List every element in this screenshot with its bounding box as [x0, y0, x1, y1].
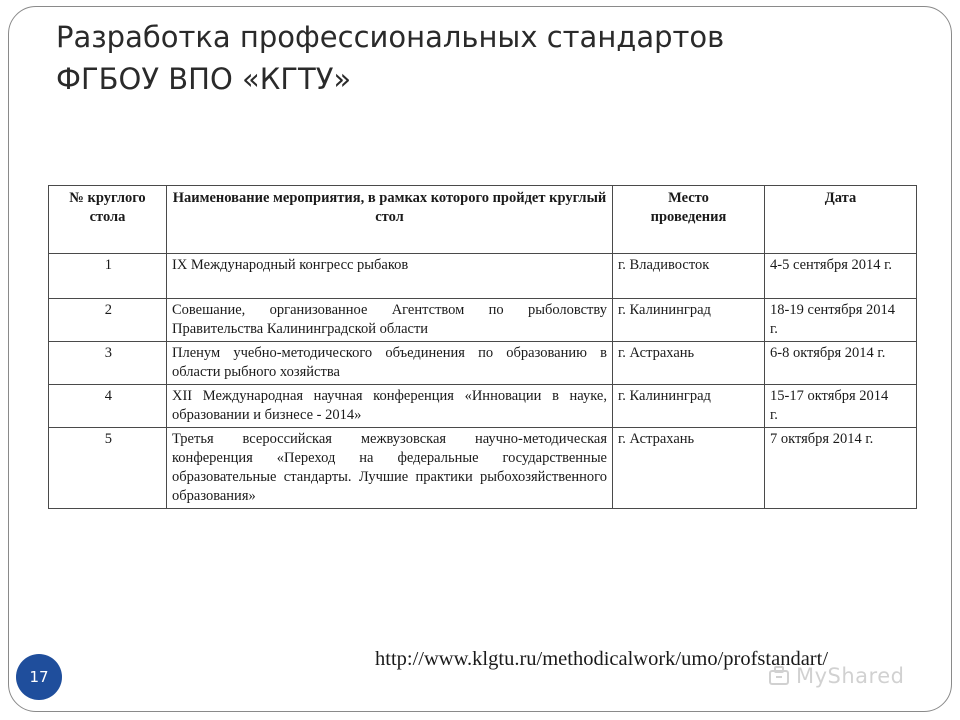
- watermark: [768, 662, 928, 690]
- myshared-logo-icon: [768, 665, 790, 687]
- title-line-2: ФГБОУ ВПО «КГТУ»: [56, 62, 352, 96]
- row-date: 18-19 сентября 2014 г.: [765, 299, 917, 342]
- row-name: IX Международный конгресс рыбаков: [167, 254, 613, 299]
- header-num: № круглого стола: [49, 186, 167, 254]
- table-row: [49, 299, 917, 342]
- row-date: 4-5 сентября 2014 г.: [765, 254, 917, 299]
- row-place: г. Калининград: [613, 299, 765, 342]
- table-row: [49, 342, 917, 385]
- row-num: 2: [49, 299, 167, 342]
- row-name: Третья всероссийская межвузовская научно-методическая конференция «Переход на федеральные государственные образовательные стандарты. Лучшие практики рыбохозяйственного образования»: [167, 428, 613, 509]
- row-place: г. Астрахань: [613, 428, 765, 509]
- row-date: 15-17 октября 2014 г.: [765, 385, 917, 428]
- row-place: г. Астрахань: [613, 342, 765, 385]
- header-date: Дата: [765, 186, 917, 254]
- table-header-row: [49, 186, 917, 254]
- row-num: 1: [49, 254, 167, 299]
- header-place: Место проведения: [613, 186, 765, 254]
- events-table: [48, 185, 917, 509]
- page-number: 17: [29, 668, 49, 686]
- page-number-badge: [16, 654, 62, 700]
- row-name: Совешание, организованное Агентством по рыболовству Правительства Калининградской области: [167, 299, 613, 342]
- row-date: 6-8 октября 2014 г.: [765, 342, 917, 385]
- row-place: г. Калининград: [613, 385, 765, 428]
- row-num: 3: [49, 342, 167, 385]
- header-name: Наименование мероприятия, в рамках которого пройдет круглый стол: [167, 186, 613, 254]
- row-name: Пленум учебно-методического объединения по образованию в области рыбного хозяйства: [167, 342, 613, 385]
- row-date: 7 октября 2014 г.: [765, 428, 917, 509]
- table-row: [49, 385, 917, 428]
- title-line-1: Разработка профессиональных стандартов: [56, 20, 725, 54]
- row-num: 5: [49, 428, 167, 509]
- watermark-text: MyShared: [796, 664, 905, 688]
- table-row: [49, 254, 917, 299]
- source-url-link[interactable]: http://www.klgtu.ru/methodicalwork/umo/profstandart/: [375, 648, 829, 670]
- row-name: XII Международная научная конференция «Инновации в науке, образовании и бизнесе - 2014»: [167, 385, 613, 428]
- row-place: г. Владивосток: [613, 254, 765, 299]
- table-row: [49, 428, 917, 509]
- row-num: 4: [49, 385, 167, 428]
- slide-title: [56, 16, 896, 100]
